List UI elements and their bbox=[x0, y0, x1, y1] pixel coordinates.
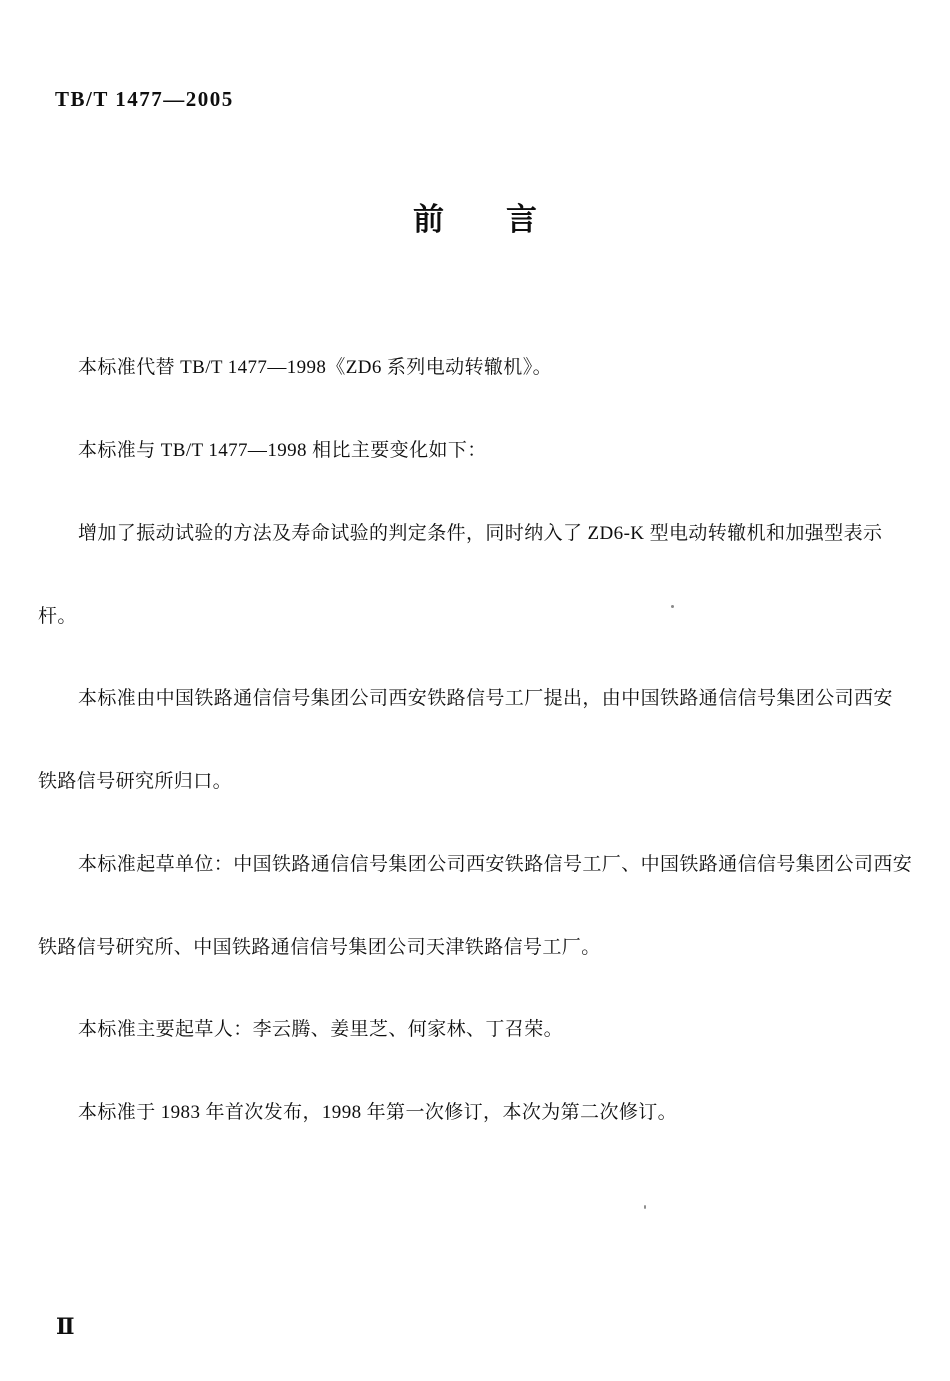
body-line: 本标准与 TB/T 1477—1998 相比主要变化如下： bbox=[78, 439, 487, 461]
body-line: 本标准于 1983 年首次发布，1998 年第一次修订，本次为第二次修订。 bbox=[78, 1102, 678, 1124]
body-line: 本标准由中国铁路通信信号集团公司西安铁路信号工厂提出，由中国铁路通信信号集团公司西安 bbox=[78, 688, 893, 710]
standard-number: TB/T 1477—2005 bbox=[55, 87, 234, 111]
body-line: 本标准代替 TB/T 1477—1998《ZD6 系列电动转辙机》。 bbox=[78, 357, 552, 379]
page-title: 前 言 bbox=[413, 202, 537, 237]
foreword-body bbox=[38, 299, 918, 1182]
body-line: 铁路信号研究所、中国铁路通信信号集团公司天津铁路信号工厂。 bbox=[38, 936, 601, 958]
scan-artifact bbox=[671, 605, 674, 608]
scan-artifact bbox=[644, 1205, 646, 1209]
body-line: 铁路信号研究所归口。 bbox=[38, 771, 233, 793]
body-line: 本标准主要起草人：李云腾、姜里芝、何家林、丁召荣。 bbox=[78, 1019, 564, 1041]
page-number: Ⅱ bbox=[56, 1314, 75, 1339]
body-line: 杆。 bbox=[38, 605, 77, 627]
body-line: 本标准起草单位：中国铁路通信信号集团公司西安铁路信号工厂、中国铁路通信信号集团公司西安 bbox=[78, 853, 913, 875]
body-line: 增加了振动试验的方法及寿命试验的判定条件，同时纳入了 ZD6-K 型电动转辙机和加强型表示 bbox=[78, 522, 883, 544]
